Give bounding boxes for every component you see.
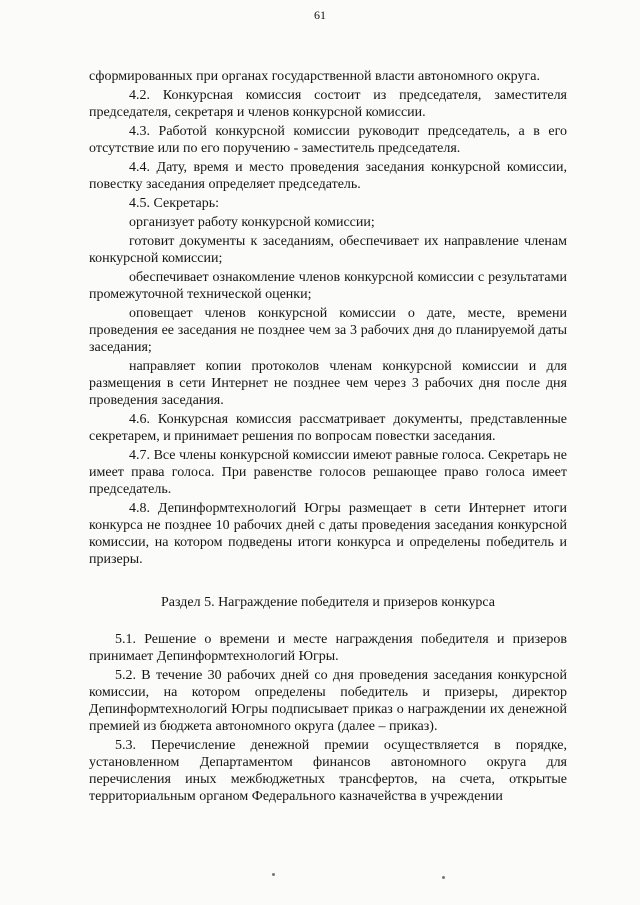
secretary-duty-3: обеспечивает ознакомление членов конкурсной комиссии с результатами промежуточной технической оценки; bbox=[89, 270, 567, 302]
paragraph-4-7: 4.7. Все члены конкурсной комиссии имеют равные голоса. Секретарь не имеет права голоса. При равенстве голосов решающее право голоса имеет председатель. bbox=[89, 448, 567, 497]
paragraph-5-1: 5.1. Решение о времени и месте награждения победителя и призеров принимает Депинформтехнологий Югры. bbox=[89, 632, 567, 664]
secretary-duty-5: направляет копии протоколов членам конкурсной комиссии и для размещения в сети Интернет не позднее чем через 3 рабочих дня после дня проведения заседания. bbox=[89, 359, 567, 408]
paragraph-5-3: 5.3. Перечисление денежной премии осуществляется в порядке, установленном Департаментом финансов автономного округа для перечисления иных межбюджетных трансфертов, на счета, открытые территориальным органом Федерального казначейства в учреждении bbox=[89, 738, 567, 804]
paragraph-5-2: 5.2. В течение 30 рабочих дней со дня проведения заседания конкурсной комиссии, на котором определены победитель и призеры, директор Депинформтехнологий Югры подписывает приказ о награждении их денежной премией из бюджета автономного округа (далее – приказ). bbox=[89, 668, 567, 734]
section-5-heading: Раздел 5. Награждение победителя и призеров конкурса bbox=[160, 595, 496, 610]
paragraph-4-3: 4.3. Работой конкурсной комиссии руководит председатель, а в его отсутствие или по его поручению - заместитель председателя. bbox=[89, 124, 567, 156]
scan-speck bbox=[272, 873, 275, 876]
paragraph-4-2: 4.2. Конкурсная комиссия состоит из председателя, заместителя председателя, секретаря и членов конкурсной комиссии. bbox=[89, 88, 567, 120]
paragraph-4-1-end: сформированных при органах государственной власти автономного округа. bbox=[89, 69, 540, 84]
secretary-duty-1: организует работу конкурсной комиссии; bbox=[129, 215, 375, 230]
paragraph-4-8: 4.8. Депинформтехнологий Югры размещает в сети Интернет итоги конкурса не позднее 10 рабочих дней с даты проведения заседания конкурсной комиссии, на котором подведены итоги конкурса и определены победитель и призеры. bbox=[89, 501, 567, 567]
secretary-duty-2: готовит документы к заседаниям, обеспечивает их направление членам конкурсной комиссии; bbox=[89, 234, 567, 266]
page-number: 61 bbox=[314, 8, 326, 22]
secretary-duty-4: оповещает членов конкурсной комиссии о дате, месте, времени проведения ее заседания не позднее чем за 3 рабочих дня до планируемой даты заседания; bbox=[89, 306, 567, 355]
paragraph-4-6: 4.6. Конкурсная комиссия рассматривает документы, представленные секретарем, и принимает решения по вопросам повестки заседания. bbox=[89, 412, 567, 444]
paragraph-4-4: 4.4. Дату, время и место проведения заседания конкурсной комиссии, повестку заседания определяет председатель. bbox=[89, 160, 567, 192]
paragraph-4-5: 4.5. Секретарь: bbox=[129, 196, 220, 211]
scan-speck bbox=[442, 876, 445, 879]
document-body bbox=[89, 68, 567, 807]
